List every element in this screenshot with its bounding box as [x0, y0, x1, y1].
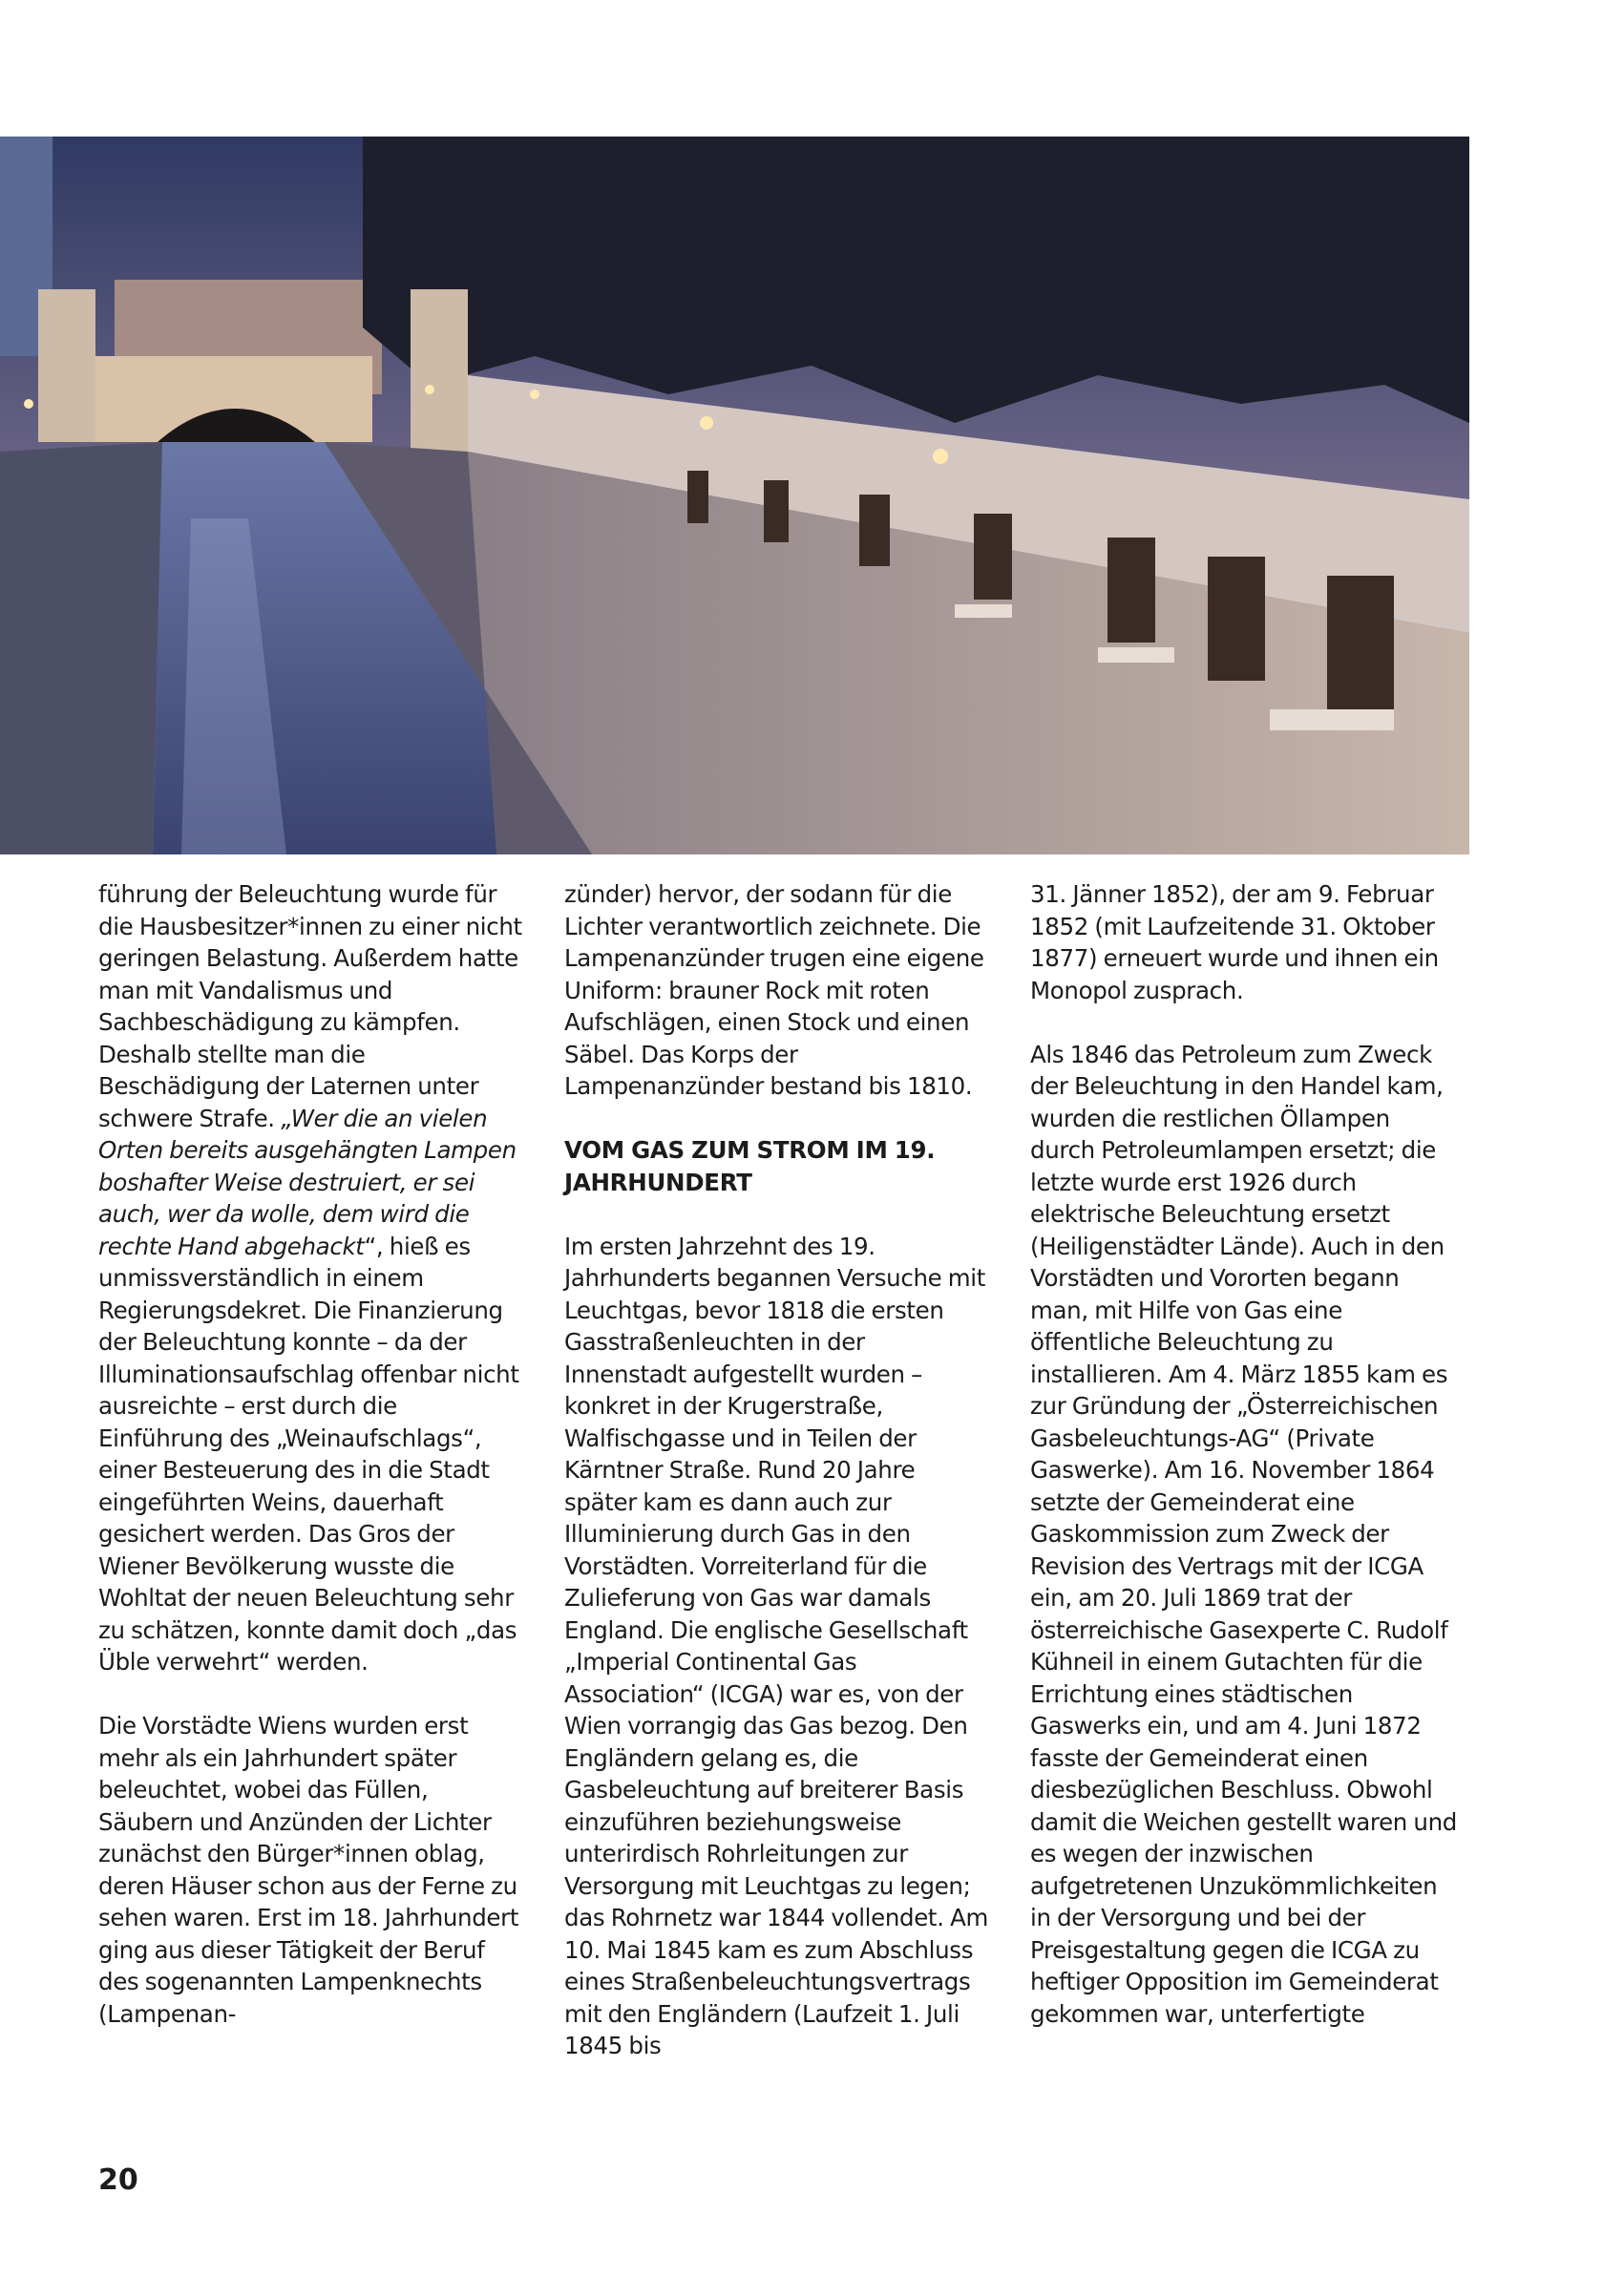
quote-text: „Wer die an vielen Orten bereits ausgehängten Lampen boshafter Weise destruiert, er sei auch, wer da wolle, dem wird die rechte Hand abgehackt: [98, 1104, 517, 1260]
text-column-2: [564, 878, 992, 2062]
paragraph: zünder) hervor, der sodann für die Lichter verantwortlich zeichnete. Die Lampenanzünder trugen eine eigene Uniform: brauner Rock mit roten Aufschlägen, einen Stock und einen Säbel. Das Korps der Lampenanzünder bestand bis 1810.: [564, 880, 984, 1100]
section-heading: VOM GAS ZUM STROM IM 19. JAHRHUNDERT: [564, 1136, 936, 1196]
paragraph: Die Vorstädte Wiens wurden erst mehr als ein Jahrhundert später beleuchtet, wobei das Füllen, Säubern und Anzünden der Lichter zunächst den Bürger*innen oblag, deren Häuser schon aus der Ferne zu sehen waren. Erst im 18. Jahrhundert ging aus dieser Tätigkeit der Beruf des sogenannten Lampenknechts (Lampenan-: [98, 1712, 519, 2028]
photo-illustration: [0, 137, 1469, 854]
paragraph-text: “, hieß es unmissverständlich in einem Regierungsdekret. Die Finanzierung der Beleuchtung konnte – da der Illuminationsaufschlag offenbar nicht ausreichte – erst durch die Einführung des „Weinaufschlags“, einer Besteuerung des in die Stadt eingeführten Weins, dauerhaft gesichert werden. Das Gros der Wiener Bevölkerung wusste die Wohltat der neuen Beleuchtung sehr zu schätzen, konnte damit doch „das Üble verwehrt“ werden.: [98, 1232, 519, 1676]
paragraph: 31. Jänner 1852), der am 9. Februar 1852 (mit Laufzeitende 31. Oktober 1877) erneuert wurde und ihnen ein Monopol zusprach.: [1030, 880, 1439, 1004]
text-column-1: [98, 878, 526, 2030]
text-column-3: [1030, 878, 1458, 2030]
photo-credit: © Stadt Wien – Wien leuchtet: [29, 966, 233, 981]
paragraph-text: führung der Beleuchtung wurde für die Hausbesitzer*innen zu einer nicht geringen Belastung. Außerdem hatte man mit Vandalismus und Sachbeschädigung zu kämpfen. Deshalb stellte man die Beschädigung der Laternen unter schwere Strafe.: [98, 880, 522, 1132]
paragraph: [98, 878, 526, 1678]
page-number: 20: [98, 2163, 138, 2197]
paragraph: Als 1846 das Petroleum zum Zweck der Beleuchtung in den Handel kam, wurden die restlichen Öllampen durch Petroleumlampen ersetzt; die letzte wurde erst 1926 durch elektrische Beleuchtung ersetzt (Heiligenstädter Lände). Auch in den Vorstädten und Vororten begann man, mit Hilfe von Gas eine öffentliche Beleuchtung zu installieren. Am 4. März 1855 kam es zur Gründung der „Österreichischen Gasbeleuchtungs-AG“ (Private Gaswerke). Am 16. November 1864 setzte der Gemeinderat eine Gaskommission zum Zweck der Revision des Vertrags mit der ICGA ein, am 20. Juli 1869 trat der österreichische Gasexperte C. Rudolf Kühneil in einem Gutachten für die Errichtung eines städtischen Gaswerks ein, und am 4. Juni 1872 fasste der Gemeinderat einen diesbezüglichen Beschluss. Obwohl damit die Weichen gestellt waren und es wegen der inzwischen aufgetretenen Unzukömmlichkeiten in der Versorgung und bei der Preisgestaltung gegen die ICGA zu heftiger Opposition im Gemeinderat gekommen war, unterfertigte: [1030, 1040, 1457, 2028]
paragraph: Im ersten Jahrzehnt des 19. Jahrhunderts begannen Versuche mit Leuchtgas, bevor 1818 die ersten Gasstraßenleuchten in der Innenstadt aufgestellt wurden – konkret in der Krugerstraße, Walfischgasse und in Teilen der Kärntner Straße. Rund 20 Jahre später kam es dann auch zur Illuminierung durch Gas in den Vorstädten. Vorreiterland für die Zulieferung von Gas war damals England. Die englische Gesellschaft „Imperial Continental Gas Association“ (ICGA) war es, von der Wien vorrangig das Gas bezog. Den Engländern gelang es, die Gasbeleuchtung auf breiterer Basis einzuführen beziehungsweise unterirdisch Rohrleitungen zur Versorgung mit Leuchtgas zu legen; das Rohrnetz war 1844 vollendet. Am 10. Mai 1845 kam es zum Abschluss eines Straßenbeleuchtungsvertrags mit den Engländern (Laufzeit 1. Juli 1845 bis: [564, 1232, 988, 2059]
